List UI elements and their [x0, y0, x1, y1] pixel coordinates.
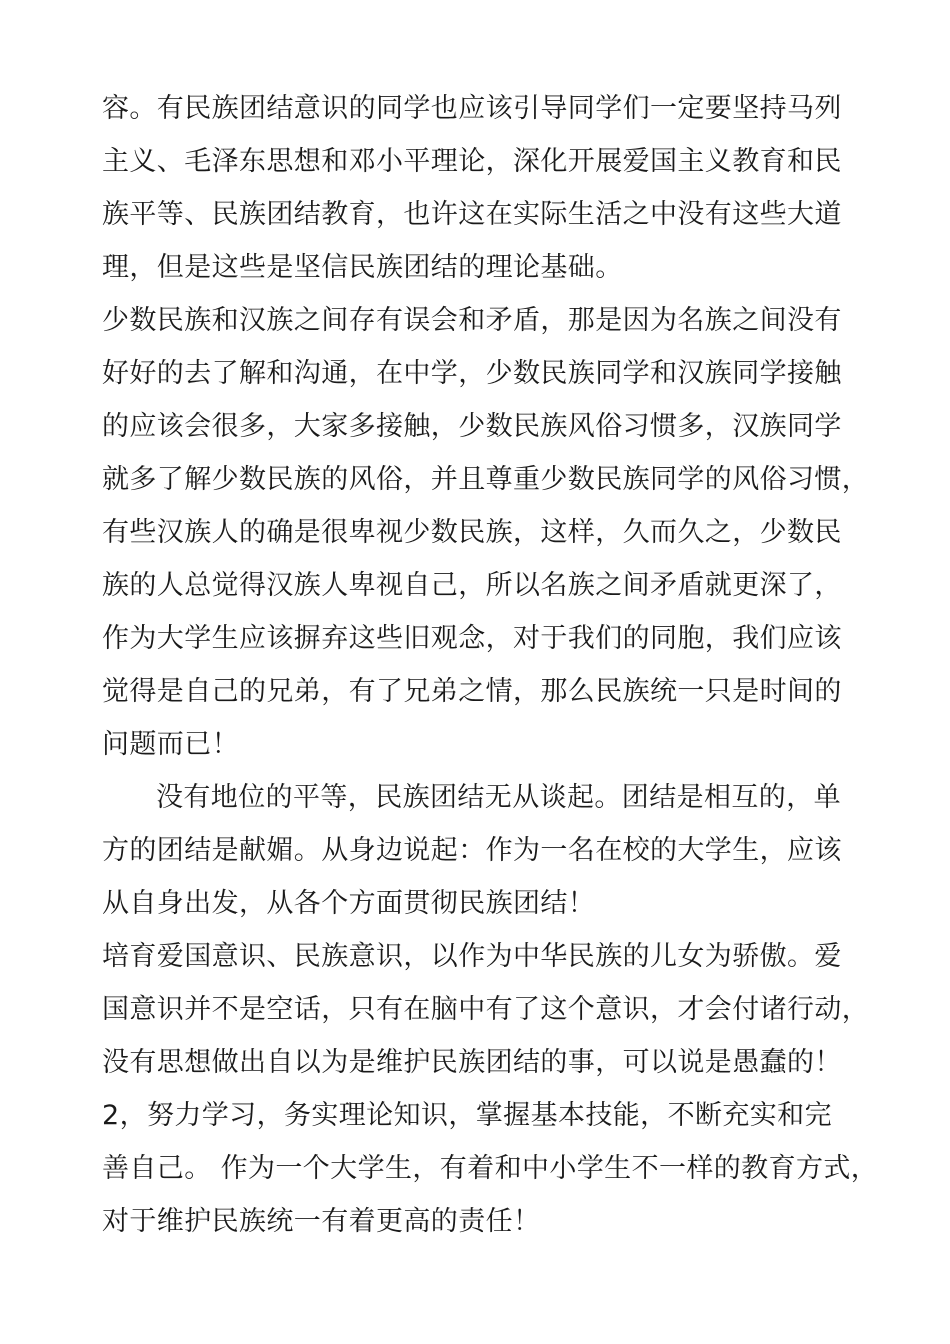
text-line: 国意识并不是空话，只有在脑中有了这个意识，才会付诸行动， [102, 994, 870, 1025]
text-line: 理，但是这些是坚信民族团结的理论基础。 [102, 252, 623, 283]
text-line: 方的团结是献媚。从身边说起：作为一名在校的大学生，应该 [102, 835, 842, 866]
text-line: 的应该会很多，大家多接触，少数民族风俗习惯多，汉族同学 [102, 411, 842, 442]
text-line: 善自己。 作为一个大学生，有着和中小学生不一样的教育方式， [102, 1153, 879, 1184]
text-line: 少数民族和汉族之间存有误会和矛盾，那是因为名族之间没有 [102, 305, 842, 336]
text-line: 族的人总觉得汉族人卑视自己，所以名族之间矛盾就更深了， [102, 570, 842, 601]
text-line: 从自身出发，从各个方面贯彻民族团结！ [102, 888, 596, 919]
text-line: 2，努力学习，务实理论知识，掌握基本技能，不断充实和完 [102, 1100, 832, 1131]
text-line: 问题而已！ [102, 729, 239, 760]
text-line: 族平等、民族团结教育，也许这在实际生活之中没有这些大道 [102, 199, 842, 230]
text-line: 主义、毛泽东思想和邓小平理论，深化开展爱国主义教育和民 [102, 146, 842, 177]
text-line: 作为大学生应该摒弃这些旧观念，对于我们的同胞，我们应该 [102, 623, 842, 654]
text-line: 培育爱国意识、民族意识，以作为中华民族的儿女为骄傲。爱 [102, 941, 842, 972]
text-line: 对于维护民族统一有着更高的责任！ [102, 1206, 541, 1237]
text-line: 觉得是自己的兄弟，有了兄弟之情，那么民族统一只是时间的 [102, 676, 842, 707]
text-line: 没有思想做出自以为是维护民族团结的事，可以说是愚蠢的！ [102, 1047, 842, 1078]
text-line: 容。有民族团结意识的同学也应该引导同学们一定要坚持马列 [102, 93, 842, 124]
text-line: 就多了解少数民族的风俗，并且尊重少数民族同学的风俗习惯， [102, 464, 870, 495]
text-line: 没有地位的平等，民族团结无从谈起。团结是相互的，单 [156, 782, 841, 813]
text-line: 有些汉族人的确是很卑视少数民族，这样，久而久之，少数民 [102, 517, 842, 548]
text-line: 好好的去了解和沟通，在中学，少数民族同学和汉族同学接触 [102, 358, 842, 389]
